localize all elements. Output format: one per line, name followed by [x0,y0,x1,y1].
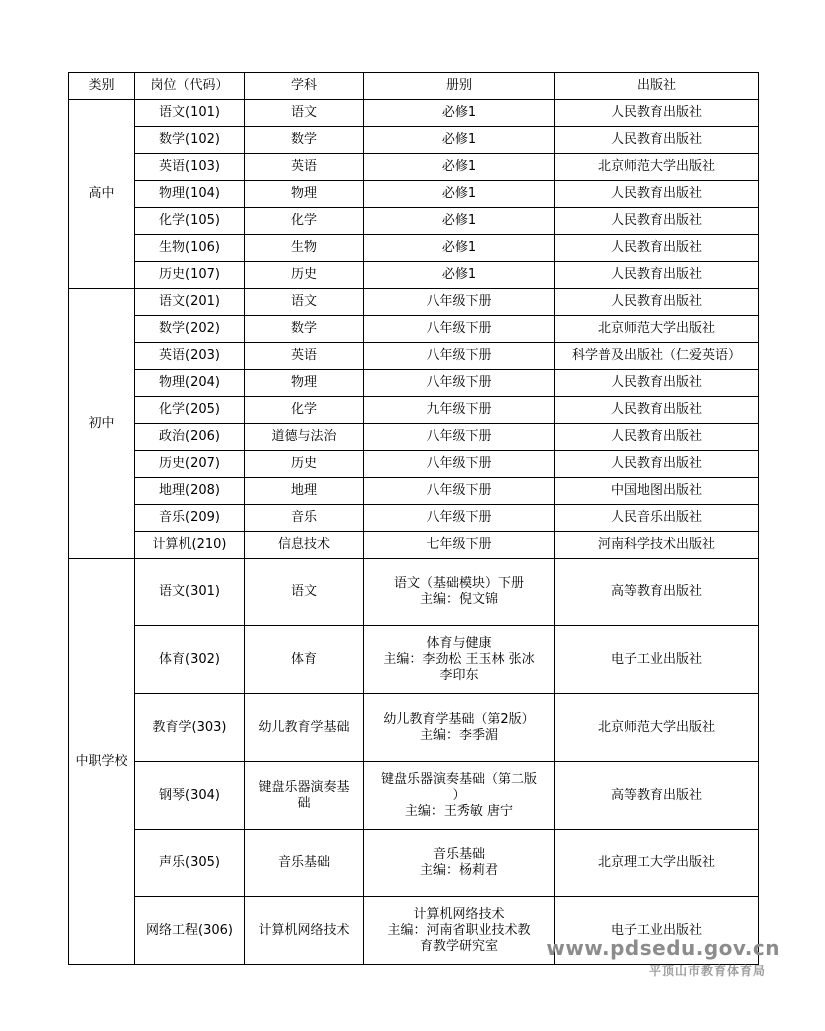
volume-cell [364,154,555,181]
volume-cell-line: 李印东 [439,667,479,683]
watermark [546,936,780,980]
post-cell: 物理(104) [135,181,245,208]
volume-cell-line: 语文（基础模块）下册 [393,576,524,591]
publisher-cell: 电子工业出版社 [555,626,759,694]
volume-cell [364,897,555,965]
post-cell: 生物(106) [135,235,245,262]
table-row [69,830,759,897]
post-cell: 化学(105) [135,208,245,235]
subject-cell: 音乐 [245,505,364,532]
publisher-cell: 人民教育出版社 [555,397,759,424]
subject-cell: 英语 [245,154,364,181]
subject-cell: 地理 [245,478,364,505]
publisher-cell: 人民教育出版社 [555,262,759,289]
table-row [69,208,759,235]
volume-cell [364,451,555,478]
table-body [69,100,759,965]
volume-cell [364,505,555,532]
publisher-cell: 北京师范大学出版社 [555,316,759,343]
publisher-cell: 人民教育出版社 [555,127,759,154]
volume-cell-line: 八年级下册 [426,456,492,471]
volume-cell-line: 幼儿教育学基础（第2版） [383,711,535,727]
subject-cell: 音乐基础 [245,830,364,897]
table-row [69,154,759,181]
table-row [69,181,759,208]
post-cell: 数学(102) [135,127,245,154]
table-row [69,424,759,451]
publisher-cell: 河南科学技术出版社 [555,532,759,559]
subject-cell: 幼儿教育学基础 [245,694,364,762]
volume-cell-line: 键盘乐器演奏基础（第二版 [380,771,537,787]
subject-cell: 计算机网络技术 [245,897,364,965]
volume-cell-line: 主编：倪文锦 [419,592,498,607]
volume-cell-line: 八年级下册 [426,348,492,363]
volume-cell-line: 主编：李劲松 王玉林 张冰 [383,651,535,667]
post-cell: 语文(101) [135,100,245,127]
subject-cell: 语文 [245,559,364,626]
table-row [69,559,759,626]
volume-cell-line: 主编：杨莉君 [419,863,498,878]
volume-cell-line: 必修1 [441,213,477,228]
volume-cell [364,181,555,208]
volume-cell [364,626,555,694]
volume-cell-line: 八年级下册 [426,375,492,390]
post-cell: 地理(208) [135,478,245,505]
volume-cell-line: 八年级下册 [426,321,492,336]
volume-cell-line: 主编：河南省职业技术教 [387,922,531,938]
volume-cell [364,478,555,505]
table-row [69,127,759,154]
subject-cell: 历史 [245,262,364,289]
volume-cell [364,262,555,289]
volume-cell-line: 主编：李季湄 [419,727,498,743]
post-cell: 化学(205) [135,397,245,424]
volume-cell [364,343,555,370]
post-cell: 数学(202) [135,316,245,343]
table-row [69,478,759,505]
subject-cell: 信息技术 [245,532,364,559]
subject-cell-line: 键盘乐器演奏基 [258,779,350,795]
volume-cell-line: 必修1 [441,159,477,174]
volume-cell-line: 必修1 [441,267,477,282]
header-publisher: 出版社 [555,73,759,100]
table-row [69,626,759,694]
publisher-cell: 人民教育出版社 [555,370,759,397]
publisher-cell: 高等教育出版社 [555,762,759,830]
subject-cell: 化学 [245,208,364,235]
watermark-url: www.pdsedu.gov.cn [546,936,780,960]
subject-cell: 道德与法治 [245,424,364,451]
subject-cell: 物理 [245,370,364,397]
publisher-cell: 人民教育出版社 [555,208,759,235]
volume-cell [364,235,555,262]
volume-cell-line: 必修1 [441,132,477,147]
volume-cell-line: ） [452,787,466,803]
publisher-cell: 人民教育出版社 [555,451,759,478]
post-cell: 计算机(210) [135,532,245,559]
post-cell: 英语(203) [135,343,245,370]
volume-cell [364,694,555,762]
volume-cell-line: 七年级下册 [426,537,492,552]
volume-cell-line: 必修1 [441,105,477,120]
subject-cell [245,762,364,830]
publisher-cell: 高等教育出版社 [555,559,759,626]
table-row [69,235,759,262]
publisher-cell: 北京师范大学出版社 [555,154,759,181]
post-cell: 语文(201) [135,289,245,316]
subject-cell: 体育 [245,626,364,694]
publisher-cell: 人民音乐出版社 [555,505,759,532]
volume-cell-line: 必修1 [441,186,477,201]
volume-cell-line: 八年级下册 [426,483,492,498]
publisher-cell: 人民教育出版社 [555,424,759,451]
subject-cell: 英语 [245,343,364,370]
publisher-cell: 北京理工大学出版社 [555,830,759,897]
volume-cell-line: 主编：王秀敏 唐宁 [404,803,514,819]
post-cell: 语文(301) [135,559,245,626]
table-row [69,343,759,370]
category-cell: 高中 [69,100,135,289]
subject-cell: 化学 [245,397,364,424]
publisher-cell: 中国地图出版社 [555,478,759,505]
table-row [69,370,759,397]
volume-cell-line: 音乐基础 [432,847,485,862]
volume-cell-line: 八年级下册 [426,429,492,444]
header-post: 岗位（代码） [135,73,245,100]
publisher-cell: 电子工业出版社 [555,897,759,965]
volume-cell [364,100,555,127]
subject-cell: 数学 [245,127,364,154]
volume-cell-line: 八年级下册 [426,510,492,525]
volume-cell-line: 八年级下册 [426,294,492,309]
table-row [69,100,759,127]
table-row [69,316,759,343]
volume-cell [364,762,555,830]
table-header-row [69,73,759,100]
table-row [69,397,759,424]
volume-cell-line: 体育与健康 [426,635,492,651]
header-subject: 学科 [245,73,364,100]
subject-cell: 语文 [245,289,364,316]
header-category: 类别 [69,73,135,100]
post-cell: 英语(103) [135,154,245,181]
volume-cell [364,424,555,451]
textbook-table [68,72,759,965]
subject-cell: 语文 [245,100,364,127]
subject-cell: 物理 [245,181,364,208]
post-cell: 体育(302) [135,626,245,694]
volume-cell [364,208,555,235]
subject-cell: 历史 [245,451,364,478]
table-row [69,289,759,316]
table-row [69,762,759,830]
publisher-cell: 科学普及出版社（仁爱英语） [555,343,759,370]
publisher-cell: 人民教育出版社 [555,289,759,316]
post-cell: 网络工程(306) [135,897,245,965]
publisher-cell: 北京师范大学出版社 [555,694,759,762]
volume-cell [364,397,555,424]
post-cell: 物理(204) [135,370,245,397]
publisher-cell: 人民教育出版社 [555,181,759,208]
volume-cell [364,559,555,626]
category-cell: 初中 [69,289,135,559]
table-row [69,505,759,532]
post-cell: 音乐(209) [135,505,245,532]
table-row [69,262,759,289]
header-volume: 册别 [364,73,555,100]
subject-cell-line: 础 [297,795,311,811]
volume-cell-line: 必修1 [441,240,477,255]
watermark-org: 平顶山市教育体育局 [648,964,766,978]
publisher-cell: 人民教育出版社 [555,235,759,262]
subject-cell: 生物 [245,235,364,262]
post-cell: 教育学(303) [135,694,245,762]
volume-cell-line: 计算机网络技术 [413,906,505,922]
volume-cell [364,289,555,316]
volume-cell [364,370,555,397]
post-cell: 历史(107) [135,262,245,289]
post-cell: 声乐(305) [135,830,245,897]
volume-cell [364,127,555,154]
table-row [69,694,759,762]
post-cell: 钢琴(304) [135,762,245,830]
volume-cell [364,532,555,559]
subject-cell: 数学 [245,316,364,343]
volume-cell-line: 育教学研究室 [419,938,498,954]
category-cell: 中职学校 [69,559,135,965]
volume-cell-line: 九年级下册 [426,402,492,417]
post-cell: 政治(206) [135,424,245,451]
volume-cell [364,830,555,897]
publisher-cell: 人民教育出版社 [555,100,759,127]
post-cell: 历史(207) [135,451,245,478]
table-row [69,532,759,559]
table-row [69,451,759,478]
volume-cell [364,316,555,343]
